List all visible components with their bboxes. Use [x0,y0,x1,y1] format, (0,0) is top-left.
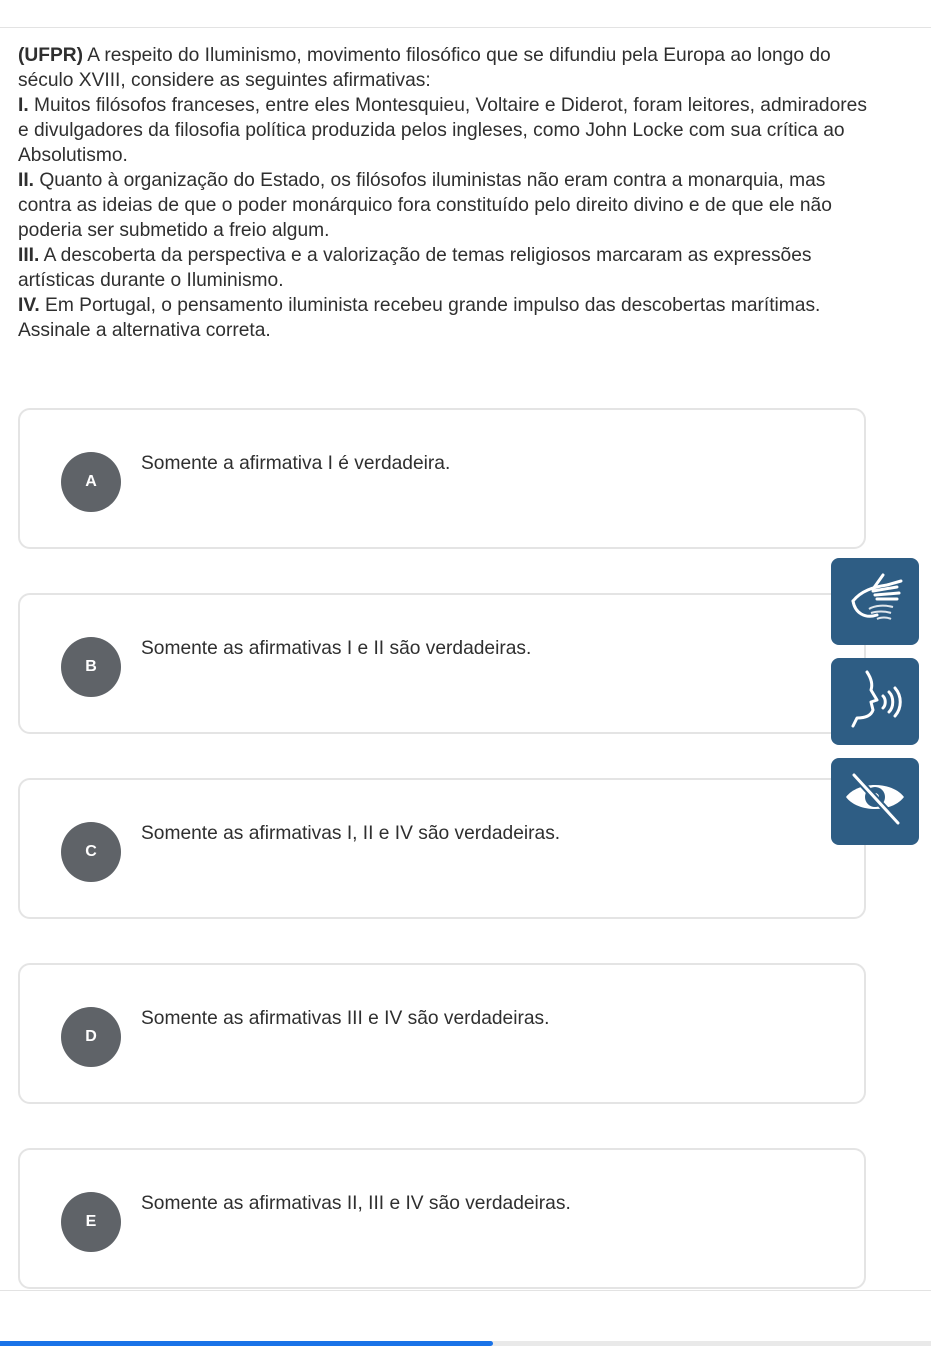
statement-text: A descoberta da perspectiva e a valorização de temas religiosos marcaram as expressões artísticas durante o Iluminismo. [18,245,812,291]
statement-number: IV. [18,295,40,316]
statement-1 [18,93,878,168]
text-to-speech-button[interactable] [831,658,919,745]
statement-text: Em Portugal, o pensamento iluminista recebeu grande impulso das descobertas marítimas. [39,295,821,316]
option-text: Somente as afirmativas I e II são verdadeiras. [141,638,532,659]
text-to-speech-icon [847,666,903,737]
sign-language-button[interactable] [831,558,919,645]
question-statement [18,43,878,343]
question-prompt: Assinale a alternativa correta. [18,320,271,341]
low-vision-icon [840,771,910,832]
bottom-divider [0,1290,931,1291]
statement-text: Muitos filósofos franceses, entre eles Montesquieu, Voltaire e Diderot, foram leitores, admiradores e divulgadores da filosofia política produzida pelos ingleses, como John Locke com sua crítica ao Absolutismo. [18,95,867,166]
statement-4 [18,293,878,318]
option-e[interactable] [18,1148,866,1289]
statement-number: I. [18,95,29,116]
statement-2 [18,168,878,243]
option-letter: A [61,452,121,512]
question-source: (UFPR) [18,45,84,66]
progress-bar [0,1341,931,1346]
statement-text: Quanto à organização do Estado, os filósofos iluministas não eram contra a monarquia, mas contra as ideias de que o poder monárquico fora constituído pelo direito divino e de que ele não poderia ser submetido a freio algum. [18,170,832,241]
option-b[interactable] [18,593,866,734]
option-letter: E [61,1192,121,1252]
option-letter: D [61,1007,121,1067]
question-intro-text: A respeito do Iluminismo, movimento filosófico que se difundiu pela Europa ao longo do século XVIII, considere as seguintes afirmativas: [18,45,831,91]
option-c[interactable] [18,778,866,919]
option-text: Somente as afirmativas II, III e IV são verdadeiras. [141,1193,571,1214]
option-letter: C [61,822,121,882]
option-text: Somente a afirmativa I é verdadeira. [141,453,451,474]
option-d[interactable] [18,963,866,1104]
question-intro [18,43,878,93]
statement-number: II. [18,170,34,191]
statement-3 [18,243,878,293]
option-text: Somente as afirmativas I, II e IV são verdadeiras. [141,823,561,844]
option-text: Somente as afirmativas III e IV são verdadeiras. [141,1008,550,1029]
sign-language-icon [843,569,907,634]
low-vision-button[interactable] [831,758,919,845]
progress-fill [0,1341,493,1346]
top-divider [0,27,931,28]
option-a[interactable] [18,408,866,549]
option-letter: B [61,637,121,697]
statement-number: III. [18,245,40,266]
